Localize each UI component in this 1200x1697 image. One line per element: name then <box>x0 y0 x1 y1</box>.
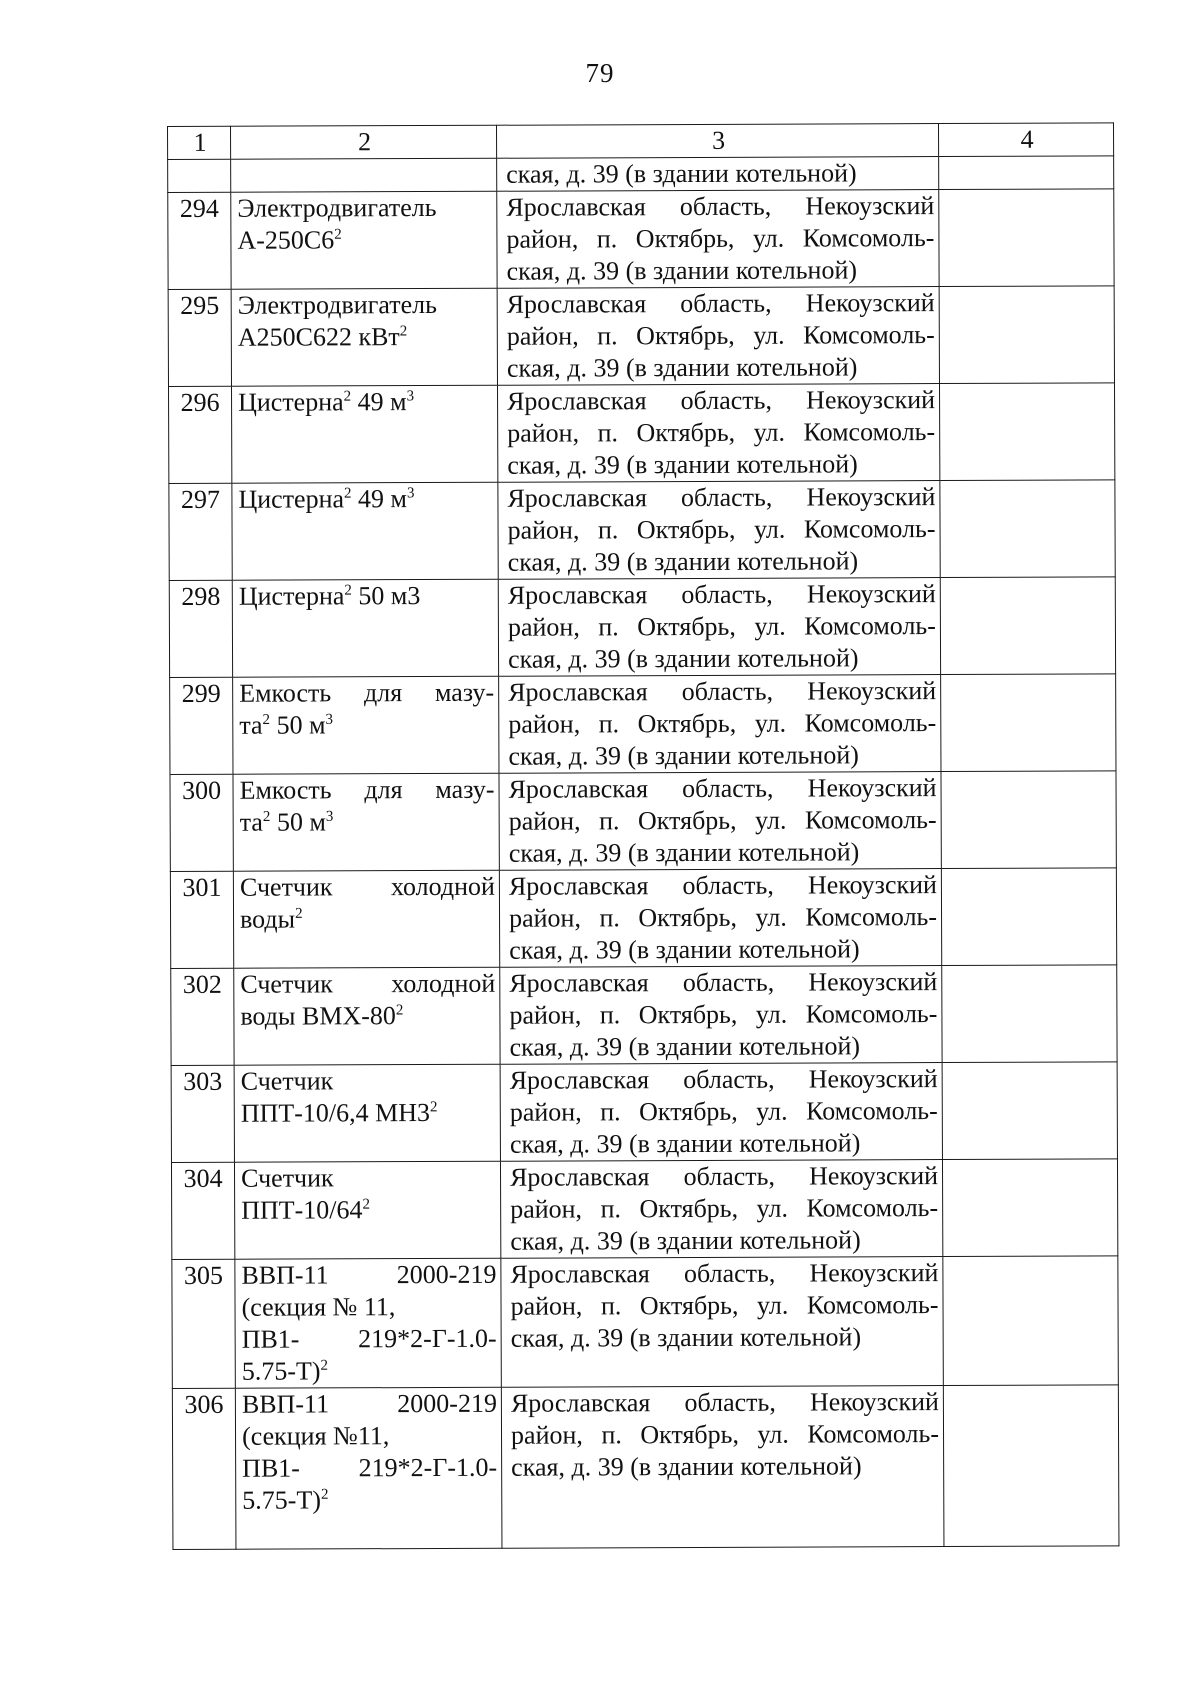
address-line: район, п. Октябрь, ул. Комсомоль- <box>510 1419 940 1450</box>
row-number-cell: 296 <box>169 386 232 483</box>
table-row <box>171 1159 1117 1260</box>
address-line: Ярославская область, Некоузский <box>506 191 935 222</box>
name-line <box>239 580 494 613</box>
row-number-cell: 301 <box>170 871 233 968</box>
name-line <box>240 903 495 936</box>
unit-exponent: 3 <box>406 485 415 502</box>
header-cell-2: 2 <box>231 125 497 159</box>
unit-exponent: 3 <box>406 388 415 405</box>
address-line: Ярославская область, Некоузский <box>510 1387 939 1418</box>
address-line: ская, д. 39 (в здании котельной) <box>509 1031 861 1062</box>
row-address-cell <box>497 287 939 386</box>
name-text-tail: 49 м <box>351 387 407 417</box>
name-line <box>238 289 493 322</box>
address-line: ская, д. 39 (в здании котельной) <box>507 643 859 674</box>
address-line: район, п. Октябрь, ул. Комсомоль- <box>507 417 936 448</box>
row-number-cell: 303 <box>171 1065 234 1162</box>
address-line: Ярославская область, Некоузский <box>507 482 936 513</box>
page-number: 79 <box>585 58 615 88</box>
table-row <box>171 1062 1117 1163</box>
row-name-cell <box>235 1387 502 1549</box>
name-text: ППТ-10/64 <box>241 1195 363 1225</box>
address-line: район, п. Октябрь, ул. Комсомоль- <box>510 1193 939 1224</box>
name-line <box>239 709 494 742</box>
address-line: ская, д. 39 (в здании котельной) <box>506 158 857 189</box>
name-text: Электродвигатель <box>237 289 437 320</box>
address-line: Ярославская область, Некоузский <box>506 288 935 319</box>
row-extra-cell <box>941 868 1116 966</box>
footnote-marker: 2 <box>320 1357 328 1374</box>
address-line: район, п. Октябрь, ул. Комсомоль- <box>509 1096 938 1127</box>
address-line: Ярославская область, Некоузский <box>507 579 936 610</box>
row-name-cell <box>231 191 497 289</box>
name-line <box>240 968 495 1001</box>
address-line: ская, д. 39 (в здании котельной) <box>510 1322 862 1353</box>
footnote-marker: 2 <box>362 1196 371 1213</box>
unit-exponent: 3 <box>325 808 334 825</box>
name-text: Счетчик холодной <box>240 968 496 999</box>
address-line: район, п. Октябрь, ул. Комсомоль- <box>506 223 935 254</box>
header-cell-4: 4 <box>938 123 1113 157</box>
name-line <box>237 192 492 225</box>
address-line: район, п. Октябрь, ул. Комсомоль- <box>509 999 938 1030</box>
name-text: Электродвигатель <box>237 192 437 223</box>
footnote-marker: 2 <box>399 323 408 340</box>
table-row <box>170 674 1116 775</box>
row-number-cell: 304 <box>171 1162 234 1259</box>
table-header-row <box>168 123 1114 160</box>
name-line <box>242 1355 497 1388</box>
name-line <box>241 1259 496 1292</box>
name-text: А250С622 кВт <box>237 322 400 352</box>
name-line <box>240 1000 495 1033</box>
address-line: Ярославская область, Некоузский <box>509 967 938 998</box>
row-number-cell: 300 <box>170 774 233 871</box>
name-line <box>241 1065 496 1098</box>
footnote-marker: 2 <box>395 1002 404 1019</box>
row-extra-cell <box>943 1385 1119 1547</box>
address-line: Ярославская область, Некоузский <box>510 1258 939 1289</box>
row-name-cell <box>233 676 499 774</box>
address-line: район, п. Октябрь, ул. Комсомоль- <box>508 902 938 933</box>
property-registry-table <box>167 122 1119 1550</box>
name-line <box>241 1162 496 1195</box>
row-extra-cell <box>940 480 1115 578</box>
row-number-cell: 295 <box>168 289 231 386</box>
footnote-marker: 2 <box>295 905 303 922</box>
row-extra-cell <box>940 577 1115 675</box>
row-address-cell <box>498 481 940 580</box>
row-name-cell <box>233 773 499 871</box>
row-name-cell <box>232 482 498 580</box>
name-text: ВВП-11 2000-219 <box>241 1388 497 1419</box>
row-name-cell <box>234 967 500 1065</box>
row-address-cell <box>501 1257 943 1388</box>
address-line: район, п. Октябрь, ул. Комсомоль- <box>508 805 937 836</box>
footnote-marker: 2 <box>262 808 271 825</box>
row-name-cell <box>235 1258 501 1388</box>
footnote-marker: 2 <box>262 711 271 728</box>
address-line: ская, д. 39 (в здании котельной) <box>506 352 858 383</box>
row-extra-cell <box>941 674 1116 772</box>
name-line <box>242 1420 497 1453</box>
row-address-cell <box>501 1386 944 1549</box>
row-extra-cell <box>943 1256 1118 1386</box>
table-row <box>169 577 1115 678</box>
address-line: ская, д. 39 (в здании котельной) <box>508 837 860 868</box>
address-line: Ярославская область, Некоузский <box>507 385 936 416</box>
table-row <box>169 383 1115 484</box>
row-number-cell: 299 <box>170 677 233 774</box>
name-line <box>239 774 494 807</box>
name-line <box>242 1452 497 1485</box>
header-cell-3: 3 <box>496 124 938 159</box>
row-extra-cell <box>942 965 1117 1063</box>
address-line: ская, д. 39 (в здании котельной) <box>507 546 859 577</box>
footnote-marker: 2 <box>343 388 352 405</box>
row-address-cell <box>497 190 939 289</box>
name-line <box>237 224 492 257</box>
address-line: ская, д. 39 (в здании котельной) <box>507 449 858 480</box>
row-number-cell: 305 <box>172 1259 235 1388</box>
address-line: район, п. Октябрь, ул. Комсомоль- <box>507 514 936 545</box>
row-number-cell <box>168 159 231 192</box>
name-text: Емкость для мазу- <box>239 774 495 805</box>
name-line <box>241 1194 496 1227</box>
address-line: ская, д. 39 (в здании котельной) <box>510 1225 861 1256</box>
row-address-cell <box>499 675 941 774</box>
name-text: Счетчик холодной <box>239 871 495 902</box>
table-row <box>168 286 1114 387</box>
name-line <box>242 1388 497 1421</box>
name-text: Счетчик <box>240 1066 334 1096</box>
address-line: район, п. Октябрь, ул. Комсомоль- <box>508 708 937 739</box>
row-name-cell <box>231 385 497 483</box>
name-text: Цистерна <box>238 581 345 611</box>
name-line <box>239 677 494 710</box>
name-text: Счетчик <box>240 1163 334 1193</box>
row-number-cell: 306 <box>172 1388 236 1549</box>
name-line <box>238 483 493 516</box>
address-line: ская, д. 39 (в здании котельной) <box>506 255 858 286</box>
row-address-cell <box>500 966 942 1065</box>
name-line <box>242 1484 497 1517</box>
table-row <box>170 868 1116 969</box>
header-cell-1: 1 <box>168 126 231 159</box>
row-extra-cell <box>939 286 1114 384</box>
row-number-cell: 298 <box>169 580 232 677</box>
row-name-cell <box>232 579 498 677</box>
name-line <box>241 1097 496 1130</box>
address-line: Ярославская область, Некоузский <box>509 1161 939 1192</box>
name-text: (секция № 11, <box>241 1292 396 1322</box>
name-text-tail: 50 м <box>269 710 326 740</box>
row-name-cell <box>233 870 499 968</box>
row-number-cell: 294 <box>168 192 231 289</box>
name-line <box>242 1323 497 1356</box>
row-extra-cell <box>941 771 1116 869</box>
name-text: А-250С6 <box>237 225 335 255</box>
name-line <box>238 386 493 419</box>
address-line: ская, д. 39 (в здании котельной) <box>508 740 859 771</box>
footnote-marker: 2 <box>343 485 352 502</box>
unit-exponent: 3 <box>325 711 333 728</box>
address-line: район, п. Октябрь, ул. Комсомоль- <box>507 611 936 642</box>
row-number-cell: 297 <box>169 483 232 580</box>
address-line: район, п. Октябрь, ул. Комсомоль- <box>506 320 935 351</box>
name-text: ПВ1- 219*2-Г-1.0- <box>242 1452 498 1483</box>
name-text: воды <box>239 904 296 934</box>
name-text: 5.75-Т) <box>241 1356 321 1386</box>
name-line <box>238 321 493 354</box>
name-text-tail: 50 м <box>270 807 326 837</box>
row-address-cell <box>500 1160 942 1259</box>
name-line <box>241 1291 496 1324</box>
row-extra-cell <box>939 383 1114 481</box>
address-line: Ярославская область, Некоузский <box>508 870 937 901</box>
address-line: Ярославская область, Некоузский <box>509 1064 938 1095</box>
name-text: воды ВМХ-80 <box>240 1001 396 1031</box>
name-text-tail: 50 м3 <box>351 581 421 611</box>
table-row <box>170 771 1116 872</box>
row-address-cell <box>499 772 941 871</box>
row-extra-cell <box>942 1159 1117 1257</box>
address-line: ская, д. 39 (в здании котельной) <box>509 934 860 965</box>
name-text: та <box>239 807 263 837</box>
table-row <box>168 189 1114 290</box>
address-line: Ярославская область, Некоузский <box>508 676 937 707</box>
table-row <box>172 1256 1118 1389</box>
address-line: ская, д. 39 (в здании котельной) <box>509 1128 861 1159</box>
address-line: ская, д. 39 (в здании котельной) <box>511 1451 862 1482</box>
table-body <box>168 156 1119 1550</box>
name-line <box>240 806 495 839</box>
footnote-marker: 2 <box>344 582 352 599</box>
table-row <box>172 1385 1119 1550</box>
table-row <box>169 480 1115 581</box>
name-text-tail: 49 м <box>351 484 408 514</box>
footnote-marker: 2 <box>429 1099 438 1116</box>
name-text: Цистерна <box>238 484 345 514</box>
address-line: Ярославская область, Некоузский <box>508 773 937 804</box>
row-address-cell <box>500 1063 942 1162</box>
name-text: 5.75-Т) <box>242 1485 322 1515</box>
row-extra-cell <box>939 156 1114 190</box>
row-number-cell: 302 <box>171 968 234 1065</box>
table-row <box>171 965 1117 1066</box>
name-text: ППТ-10/6,4 МН3 <box>240 1097 431 1128</box>
address-line: район, п. Октябрь, ул. Комсомоль- <box>510 1290 939 1321</box>
name-text: Емкость для мазу- <box>239 677 495 708</box>
footnote-marker: 2 <box>320 1486 329 1503</box>
row-extra-cell <box>939 189 1114 287</box>
row-address-cell <box>497 384 939 483</box>
row-address-cell <box>499 869 941 968</box>
name-line <box>240 871 495 904</box>
row-address-cell <box>498 578 940 677</box>
row-name-cell <box>231 288 497 386</box>
footnote-marker: 2 <box>334 226 342 243</box>
row-name-cell <box>234 1064 500 1162</box>
name-text: Цистерна <box>238 387 344 417</box>
continuation-row <box>168 156 1114 193</box>
name-text: ВВП-11 2000-219 <box>241 1259 497 1290</box>
row-address-cell <box>497 157 939 192</box>
row-name-cell <box>231 158 497 192</box>
name-text: та <box>239 710 263 740</box>
name-text: ПВ1- 219*2-Г-1.0- <box>241 1323 497 1354</box>
row-name-cell <box>234 1161 500 1259</box>
name-text: (секция №11, <box>241 1421 390 1451</box>
row-extra-cell <box>942 1062 1117 1160</box>
